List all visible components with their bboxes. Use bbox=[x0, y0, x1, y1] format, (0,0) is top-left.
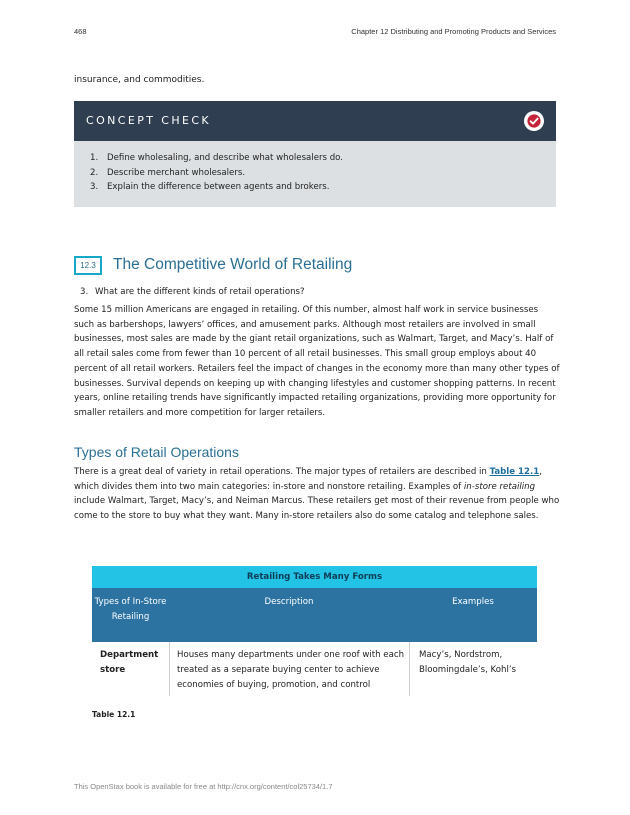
section-title: The Competitive World of Retailing bbox=[113, 256, 353, 273]
concept-check-box bbox=[74, 101, 556, 207]
table-cell: Houses many departments under one roof with each treated as a separate buying center to achieve economies of buying, promotion, and control bbox=[177, 650, 405, 690]
table-caption-title: Retailing Takes Many Forms bbox=[92, 566, 537, 588]
column-header: Examples bbox=[452, 597, 494, 607]
concept-check-title: CONCEPT CHECK bbox=[86, 114, 212, 127]
subsection-paragraph: There is a great deal of variety in retail operations. The major types of retailers are described in Table 12.1, which divides them into two main categories: in-store and nonstore retailing. Examples of in-store retailing include Walmart, Target, Macy’s, and Neiman Marcus. These retailers get most of their revenue from people who come to the store to buy what they want. Many in-store retailers also do some catalog and telephone sales. bbox=[74, 467, 560, 522]
table-link[interactable]: Table 12.1 bbox=[489, 467, 540, 477]
table-cell: Macy’s, Nordstrom, Bloomingdale’s, Kohl’s bbox=[419, 650, 517, 675]
section-paragraph: Some 15 million Americans are engaged in retailing. Of this number, almost half work in service businesses such as barbershops, lawyers’ offices, and amusement parks. Although most retailers are involved in small businesses, most sales are made by the giant retail organizations, such as Walmart, Target, and Macy’s. Half of all retail sales come from fewer than 10 percent of all retail businesses. This small group employs about 40 percent of all retail workers. Retailers feel the impact of changes in the economy more than many other types of businesses. Survival depends on keeping up with changing lifestyles and customer shopping patterns. In recent years, online retailing trends have significantly impacted retailing organizations, providing more opportunity for smaller retailers and more competition for larger retailers. bbox=[74, 305, 560, 418]
page-number: 468 bbox=[74, 27, 87, 36]
table-header-row bbox=[92, 588, 537, 642]
intro-text: insurance, and commodities. bbox=[74, 75, 205, 85]
column-header: Description bbox=[264, 597, 314, 607]
list-item: 3. Explain the difference between agents and brokers. bbox=[90, 182, 330, 193]
chapter-running-header: Chapter 12 Distributing and Promoting Products and Services bbox=[351, 27, 556, 36]
subsection-title: Types of Retail Operations bbox=[74, 444, 239, 460]
retail-table bbox=[92, 566, 537, 696]
checkmark-icon bbox=[524, 111, 544, 131]
concept-check-header bbox=[74, 101, 556, 141]
concept-check-list bbox=[90, 151, 343, 195]
column-header: Types of In-Store Retailing bbox=[94, 597, 167, 622]
list-item: 2. Describe merchant wholesalers. bbox=[90, 167, 246, 178]
section-number-badge: 12.3 bbox=[74, 256, 102, 275]
list-item: 1. Define wholesaling, and describe what wholesalers do. bbox=[90, 153, 344, 163]
learning-question: 3. What are the different kinds of retail operations? bbox=[80, 287, 305, 297]
page-footer: This OpenStax book is available for free at http://cnx.org/content/col25734/1.7 bbox=[74, 782, 333, 791]
table-label: Table 12.1 bbox=[92, 710, 136, 719]
table-row bbox=[92, 642, 537, 696]
table-cell: Department store bbox=[100, 650, 159, 675]
